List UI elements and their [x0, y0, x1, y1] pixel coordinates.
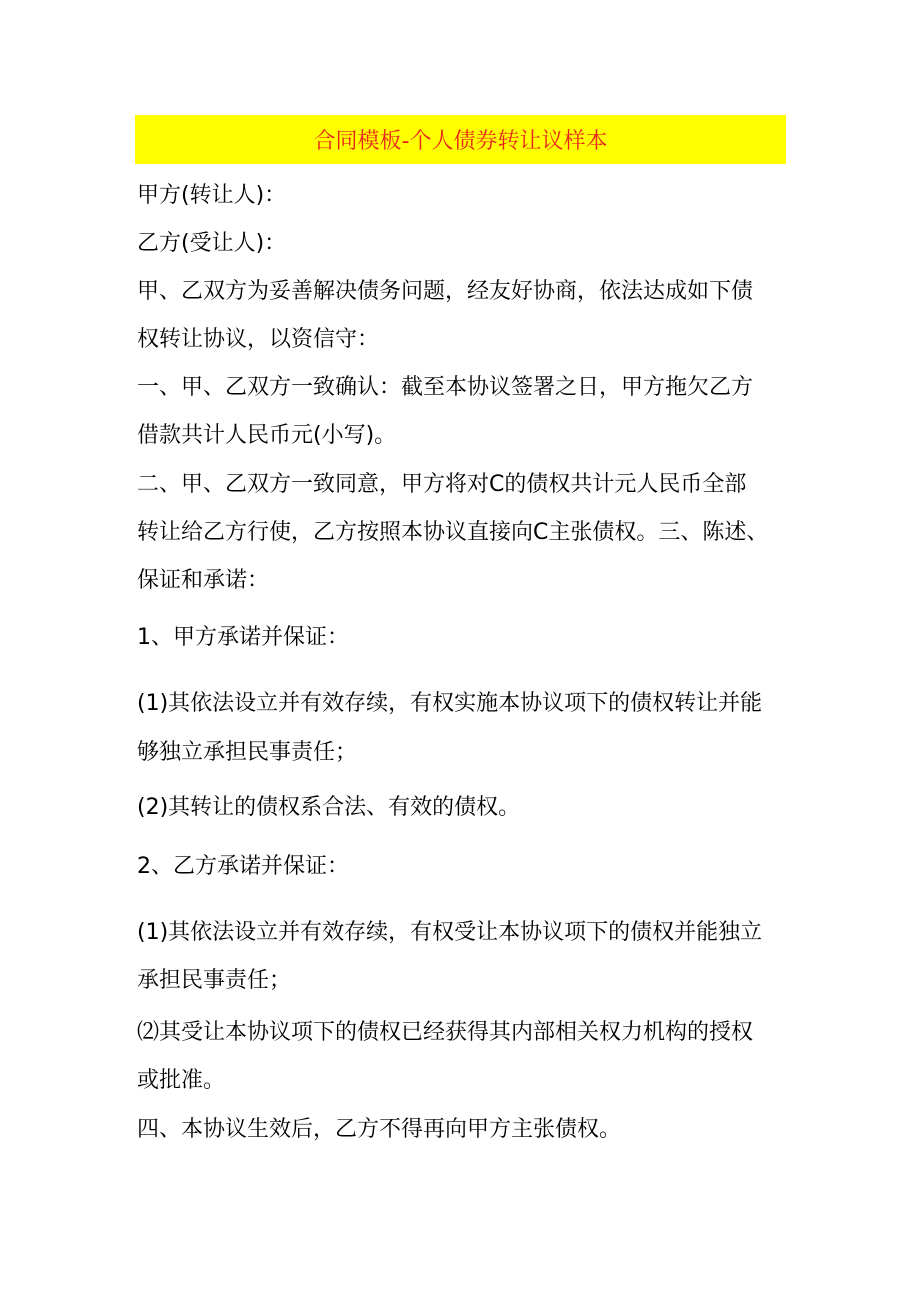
- party-a-line: 甲方(转让人)：: [137, 183, 287, 208]
- party-b-promise-1-line-2: 承担民事责任；: [137, 968, 292, 993]
- party-a-promise-heading: 1、甲方承诺并保证：: [137, 625, 349, 650]
- clause-2-line-1: 二、甲、乙双方一致同意，甲方将对C的债权共计元人民币全部: [137, 472, 747, 497]
- party-b-promise-2-line-2: 或批准。: [137, 1068, 226, 1093]
- clause-2-line-3: 保证和承诺：: [137, 568, 270, 593]
- title-banner: [135, 115, 786, 164]
- party-a-promise-1-line-2: 够独立承担民事责任；: [137, 740, 358, 765]
- clause-2-line-2: 转让给乙方行使，乙方按照本协议直接向C主张债权。三、陈述、: [137, 520, 769, 545]
- clause-1-line-2: 借款共计人民币元(小写)。: [137, 423, 397, 448]
- party-b-promise-heading: 2、乙方承诺并保证：: [137, 854, 349, 879]
- party-b-promise-1-line-1: (1)其依法设立并有效存续，有权受让本协议项下的债权并能独立: [137, 920, 763, 945]
- party-a-promise-1-line-1: (1)其依法设立并有效存续，有权实施本协议项下的债权转让并能: [137, 691, 763, 716]
- party-a-promise-2: (2)其转让的债权系合法、有效的债权。: [137, 795, 521, 820]
- preamble-line-1: 甲、乙双方为妥善解决债务问题，经友好协商，依法达成如下债: [137, 279, 754, 304]
- clause-1-line-1: 一、甲、乙双方一致确认：截至本协议签署之日，甲方拖欠乙方: [137, 375, 754, 400]
- document-title: 合同模板-个人债券转让议样本: [313, 129, 608, 154]
- preamble-line-2: 权转让协议，以资信守：: [137, 327, 380, 352]
- clause-4-line: 四、本协议生效后，乙方不得再向甲方主张债权。: [137, 1117, 622, 1142]
- party-b-line: 乙方(受让人)：: [137, 231, 287, 256]
- party-b-promise-2-line-1: ⑵其受让本协议项下的债权已经获得其内部相关权力机构的授权: [137, 1020, 754, 1045]
